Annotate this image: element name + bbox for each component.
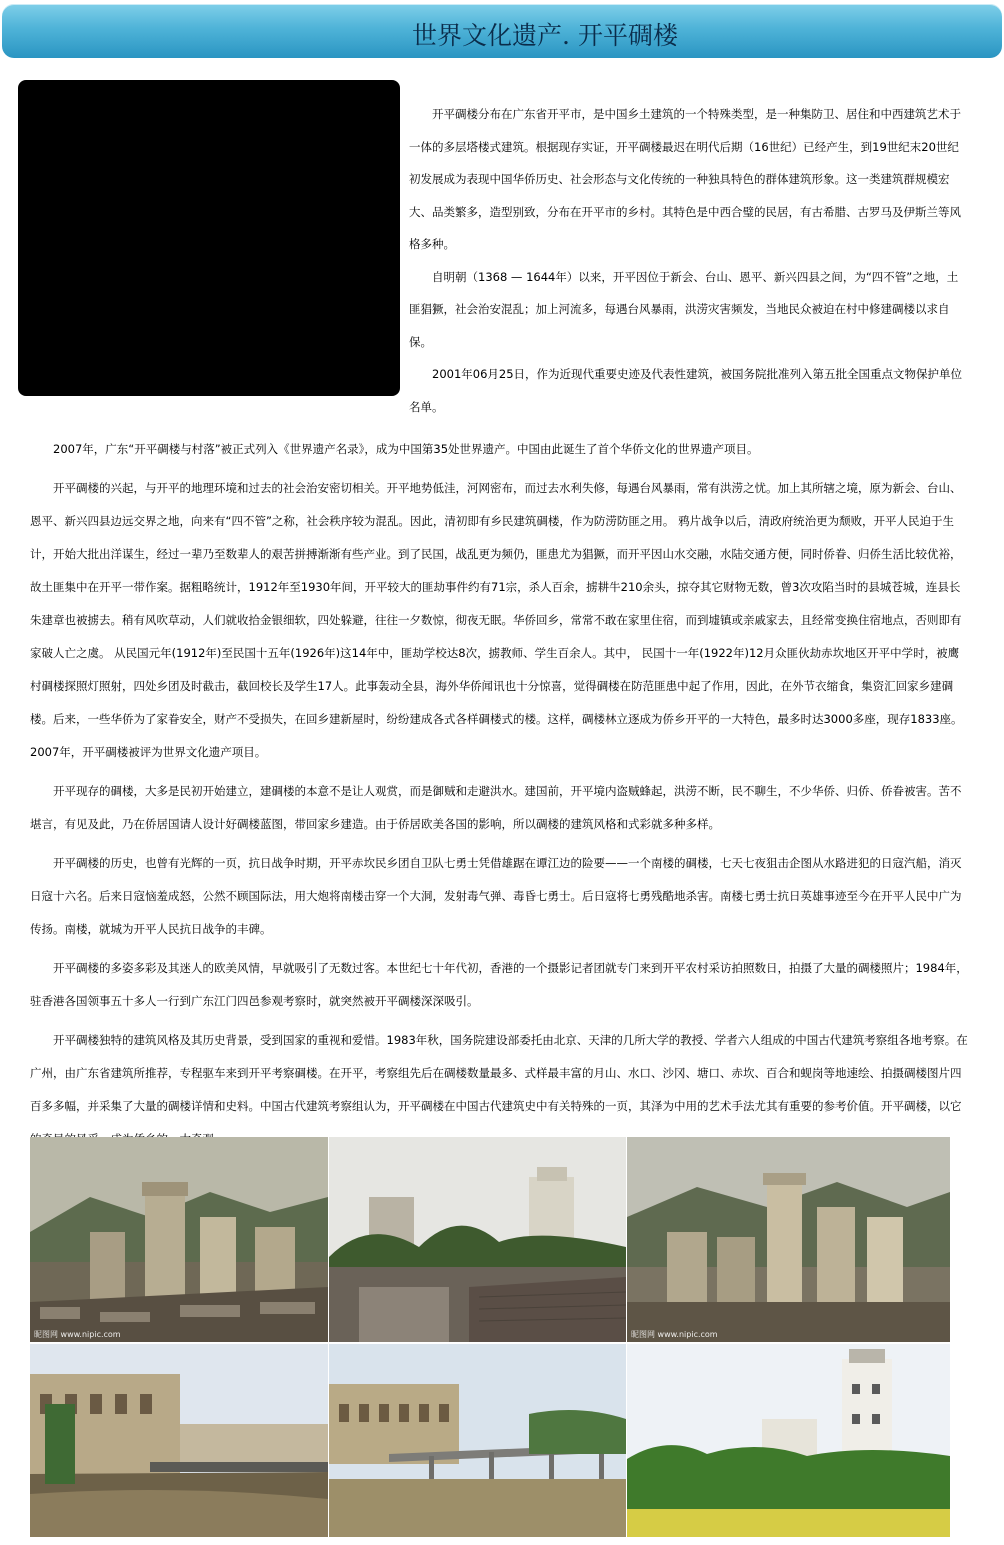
intro-paragraph: 开平碉楼分布在广东省开平市，是中国乡土建筑的一个特殊类型，是一种集防卫、居住和中西建筑艺术于一体的多层塔楼式建筑。根据现存实证，开平碉楼最迟在明代后期（16世纪）已经产生，到19世纪末20世纪初发展成为表现中国华侨历史、社会形态与文化传统的一种独具特色的群体建筑形象。这一类建筑群规模宏大、品类繁多，造型别致，分布在开平市的乡村。其特色是中西合璧的民居，有古希腊、古罗马及伊斯兰等风格多种。 <box>409 107 961 251</box>
photo-diaolou-village <box>30 1137 328 1342</box>
article-paragraph: 开平碉楼独特的建筑风格及其历史背景，受到国家的重视和爱惜。1983年秋，国务院建设部委托由北京、天津的几所大学的教授、学者六人组成的中国古代建筑考察组各地考察。在广州，由广东省建筑所推荐，专程驱车来到开平考察碉楼。在开平，考察组先后在碉楼数量最多、式样最丰富的月山、水口、沙冈、塘口、赤坎、百合和蚬岗等地速绘、拍摄碉楼图片四百多多幅，并采集了大量的碉楼详情和史料。中国古代建筑考察组认为，开平碉楼在中国古代建筑史中有关特殊的一页，其泽为中用的艺术手法尤其有重要的参考价值。开平碉楼，以它 <box>30 1033 968 1113</box>
video-player[interactable] <box>18 80 400 396</box>
article-paragraph: 开平碉楼的历史，也曾有光辉的一页，抗日战争时期，开平赤坎民乡团自卫队七勇士凭借雄踞在谭江边的险要——一个南楼的碉楼，七天七夜狙击企图从水路进犯的日寇汽船，消灭日寇十六名。后来日寇恼羞成怒，公然不顾国际法，用大炮将南楼击穿一个大洞，发射毒气弹、毒昏七勇士。后日寇将七勇残酷地杀害。南楼七勇士抗日英雄事迹至今在开平人民中广为传扬。南楼，就城为开平人民抗日战争的丰碑。 <box>30 856 962 936</box>
photo-gallery <box>30 1137 950 1537</box>
photo-diaolou-rooftops <box>329 1137 626 1342</box>
article-paragraph: 2007年，广东“开平碉楼与村落”被正式列入《世界遗产名录》，成为中国第35处世界遗产。中国由此诞生了首个华侨文化的世界遗产项目。 <box>53 442 759 456</box>
photo-arcade-street-bridge <box>30 1344 328 1537</box>
intro-text <box>409 98 964 423</box>
article-body <box>30 433 970 1162</box>
photo-tower-bamboo <box>627 1344 950 1537</box>
page-title: 世界文化遗产. 开平碉楼 <box>412 21 678 50</box>
intro-paragraph: 自明朝（1368 — 1644年）以来，开平因位于新会、台山、恩平、新兴四县之间，为“四不管”之地，土匪猖獗，社会治安混乱；加上河流多，每遇台风暴雨，洪涝灾害频发，当地民众被迫在村中修建碉楼以求自保。 <box>409 269 959 349</box>
photo-river-bridge <box>329 1344 626 1537</box>
article-paragraph: 开平现存的碉楼，大多是民初开始建立，建碉楼的本意不是让人观赏，而是御贼和走避洪水。建国前，开平境内盗贼蜂起，洪涝不断，民不聊生，不少华侨、归侨、侨眷被害。苦不堪言，有见及此，乃在侨居国请人设计好碉楼蓝图，带回家乡建造。由于侨居欧美各国的影响，所以碉楼的建筑风格和式彩就多种多样。 <box>30 784 962 831</box>
photo-diaolou-towers <box>627 1137 950 1342</box>
article-paragraph: 开平碉楼的多姿多彩及其迷人的欧美风情，早就吸引了无数过客。本世纪七十年代初，香港的一个摄影记者团就专门来到开平农村采访拍照数日，拍摄了大量的碉楼照片；1984年，驻香港各国领事五十多人一行到广东江门四邑参观考察时，就突然被开平碉楼深深吸引。 <box>30 961 968 1008</box>
article-paragraph: 开平碉楼的兴起，与开平的地理环境和过去的社会治安密切相关。开平地势低洼，河网密布，而过去水利失修，每遇台风暴雨，常有洪涝之忧。加上其所辖之境，原为新会、台山、恩平、新兴四县边远交界之地，向来有“四不管”之称，社会秩序较为混乱。因此，清初即有乡民建筑碉楼，作为防涝防匪之用。 鸦片战争以后，清政府统治更为颓败，开平人民迫于生计，开始大批出洋谋生，经过一辈乃至数辈人的艰苦拼搏渐渐有些产业。到了民国，战乱更为频仍，匪患尤为猖獗，而开平因山水交融，水陆交通方便，同时侨眷、归侨生活比较优裕，故土匪集中在开平一带作案。据粗略统计，1912年至1930年间，开平较大的匪劫事件约有71宗，杀人百余，掳耕牛210余头，掠夺其它财物无数，曾3次攻陷当时的县城苍城，连县长朱建章也被掳去。稍有风吹草动，人们就收拾金银细软，四处躲避，往往一夕数惊，彻夜无眠。华侨回乡，常常不敢在家里住宿，而到墟镇或亲戚家去，且经常变换住宿地点，否则即有家破人亡之虞。 从民国元年(1912年)至民国十五年(1926年)这14年中，匪劫学校达8次，掳教师、学生百余人。其中， 民国十一年(1922年)12月众匪伙劫赤坎地区开平中学时，被鹰村碉楼探照灯照射，四处乡团及时截击，截回校长及学生17人。此事轰动全县，海外华侨闻讯也十分惊喜，觉得碉楼在防范匪患中起了作用，因此，在外节衣缩食，集资汇回家乡建碉楼。后来，一些华侨为了家眷安全，财产不受损失，在回乡建新屋时，纷纷建成各式各样碉楼式的楼。这样，碉楼林立逐成为侨乡开平的一大特色，最多时达3000多座，现存1833座。2007年，开平碉楼被评为世界文化遗产项目。 <box>30 481 963 759</box>
photo-watermark: 昵图网 www.nipic.com <box>631 1330 718 1339</box>
page-header <box>2 4 1002 58</box>
intro-paragraph: 2001年06月25日，作为近现代重要史迹及代表性建筑，被国务院批准列入第五批全国重点文物保护单位名单。 <box>409 367 963 414</box>
photo-watermark: 昵图网 www.nipic.com <box>34 1330 121 1339</box>
